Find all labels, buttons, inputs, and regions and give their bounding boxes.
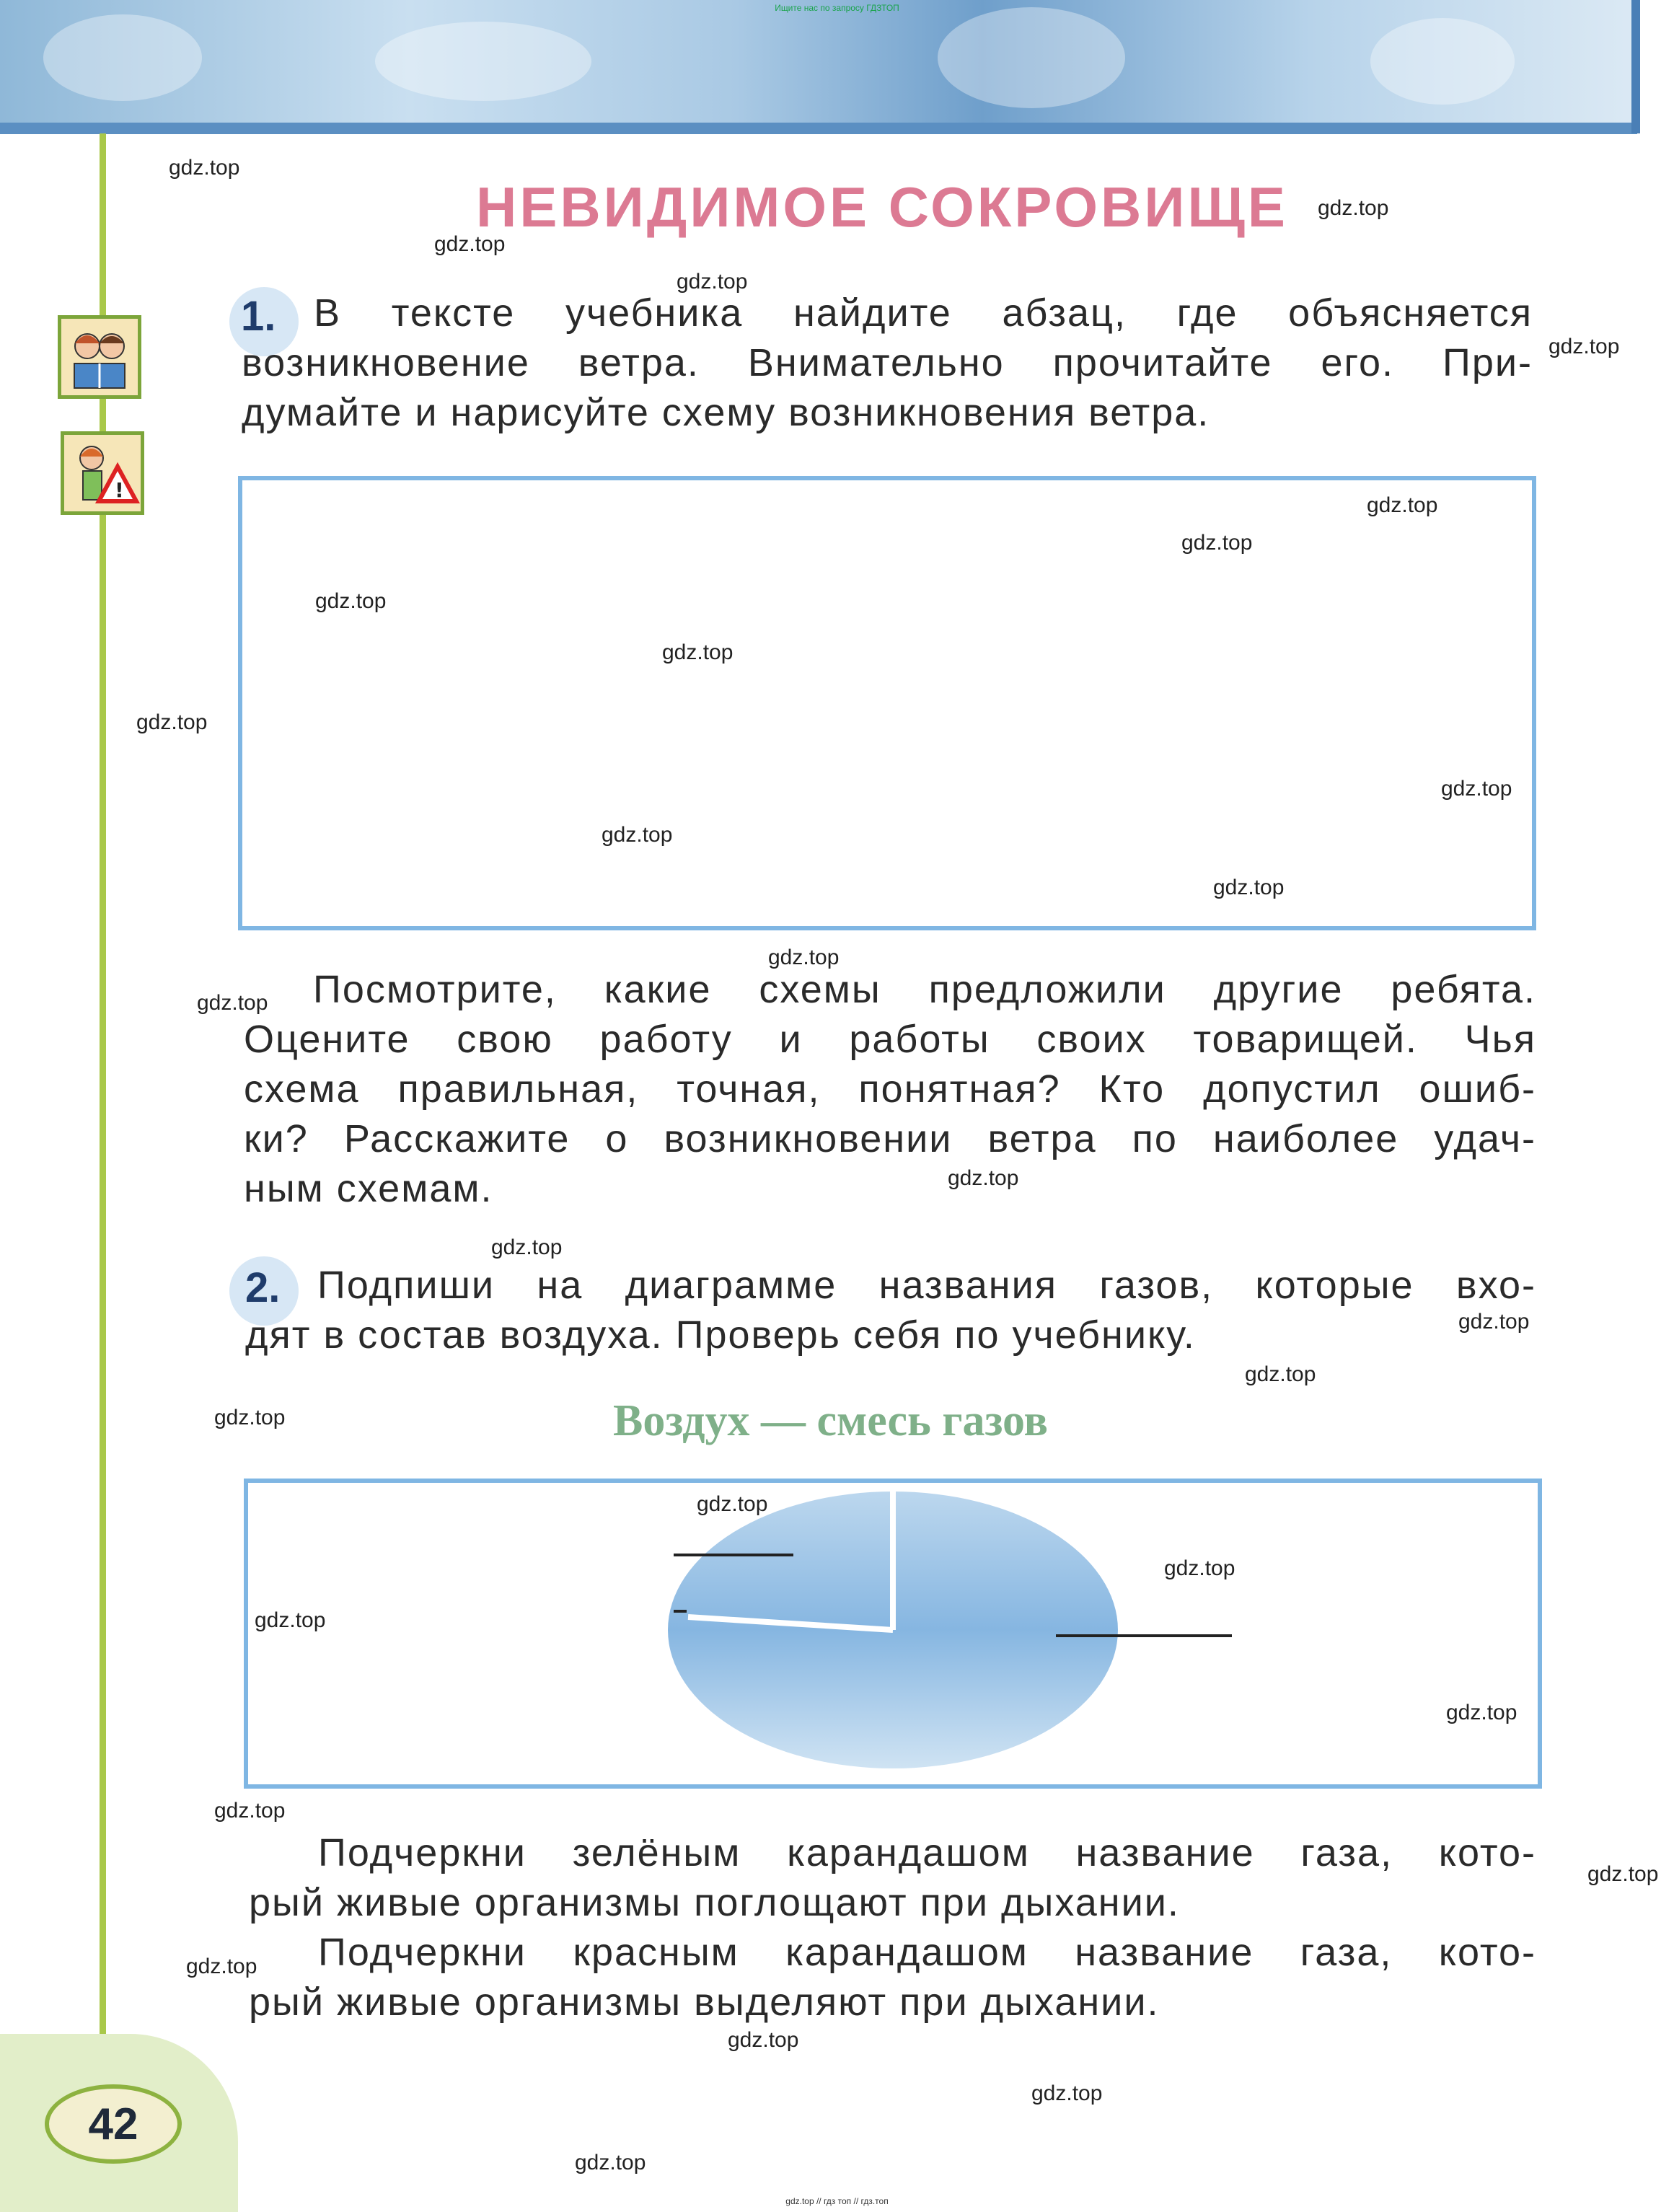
watermark: gdz.top (1549, 335, 1620, 358)
watermark: gdz.top (948, 1166, 1019, 1190)
page-title: НЕВИДИМОЕ СОКРОВИЩЕ (476, 175, 1288, 239)
girl-warning-sign-icon (61, 431, 144, 515)
task2-instructions (249, 1828, 1536, 2027)
watermark: gdz.top (169, 156, 240, 180)
watermark: gdz.top (1181, 531, 1253, 555)
watermark: gdz.top (662, 640, 734, 664)
banner-stripe (0, 123, 1637, 134)
followup-line: Посмотрите, какие схемы предложили другие ребята. (313, 968, 1536, 1011)
air-pie-diagram (248, 1483, 1538, 1784)
watermark: gdz.top (197, 991, 268, 1015)
instruction-line: рый живые организмы выделяют при дыхании. (249, 1980, 1160, 2024)
page-number-badge (45, 2084, 182, 2164)
followup-line: схема правильная, точная, понятная? Кто допустил ошиб- (244, 1067, 1536, 1111)
watermark: gdz.top (315, 589, 387, 613)
task2-number: 2. (245, 1264, 281, 1311)
instruction-line: Подчеркни красным карандашом название газа, кото- (318, 1931, 1536, 1974)
watermark: gdz.top (768, 946, 840, 969)
bottom-links[interactable]: gdz.top // гдз топ // гдз.топ (785, 2196, 889, 2206)
watermark: gdz.top (1164, 1556, 1235, 1580)
task2-line: дят в состав воздуха. Проверь себя по учебнику. (245, 1313, 1196, 1357)
watermark: gdz.top (677, 270, 748, 294)
gas-label-slot-2[interactable] (607, 1588, 687, 1617)
watermark: gdz.top (434, 232, 506, 256)
gas-label-slot-3[interactable] (1056, 1610, 1232, 1639)
watermark: gdz.top (1587, 1862, 1659, 1886)
watermark: gdz.top (186, 1955, 257, 1978)
task1-line: В тексте учебника найдите абзац, где объясняется (314, 291, 1533, 335)
watermark: gdz.top (1441, 777, 1512, 801)
followup-line: ки? Расскажите о возникновении ветра по наиболее удач- (244, 1117, 1536, 1160)
instruction-line: рый живые организмы поглощают при дыхании. (249, 1881, 1180, 1924)
watermark: gdz.top (575, 2151, 646, 2174)
search-note[interactable]: Ищите нас по запросу ГДЗТОП (775, 3, 899, 13)
header-banner (0, 0, 1637, 133)
followup-line: Оцените свою работу и работы своих товарищей. Чья (244, 1018, 1536, 1061)
watermark: gdz.top (1245, 1362, 1316, 1386)
page-number: 42 (88, 2099, 138, 2149)
watermark: gdz.top (1213, 876, 1285, 899)
watermark: gdz.top (491, 1235, 563, 1259)
watermark: gdz.top (214, 1406, 286, 1429)
gas-label-slot-1[interactable] (607, 1532, 789, 1561)
watermark: gdz.top (1031, 2081, 1103, 2105)
watermark: gdz.top (728, 2028, 799, 2052)
task1-line: думайте и нарисуйте схему возникновения ветра. (242, 391, 1210, 434)
margin-line (100, 133, 106, 2066)
diagram-frame (244, 1479, 1542, 1789)
instruction-line: Подчеркни зелёным карандашом название газа, кото- (318, 1831, 1536, 1874)
svg-text:!: ! (115, 478, 124, 502)
reading-children-icon (58, 315, 141, 399)
task2-line: Подпиши на диаграмме названия газов, которые вхо- (317, 1264, 1536, 1307)
task1-line: возникновение ветра. Внимательно прочитайте его. При- (242, 341, 1533, 384)
diagram-title: Воздух — смесь газов (613, 1396, 1048, 1445)
task2-text (245, 1261, 1536, 1360)
scheme-drawing-area[interactable] (238, 476, 1536, 930)
watermark: gdz.top (602, 823, 673, 847)
task1-text (242, 288, 1533, 438)
followup-line: ным схемам. (244, 1167, 493, 1210)
watermark: gdz.top (1367, 493, 1438, 517)
watermark: gdz.top (1446, 1701, 1517, 1724)
banner-edge (1631, 0, 1640, 133)
task1-number: 1. (241, 293, 276, 340)
watermark: gdz.top (214, 1799, 286, 1823)
watermark: gdz.top (136, 710, 208, 734)
task1-followup (244, 965, 1536, 1214)
watermark: gdz.top (697, 1492, 768, 1516)
watermark: gdz.top (1458, 1310, 1530, 1334)
watermark: gdz.top (1318, 196, 1389, 220)
watermark: gdz.top (255, 1608, 326, 1632)
